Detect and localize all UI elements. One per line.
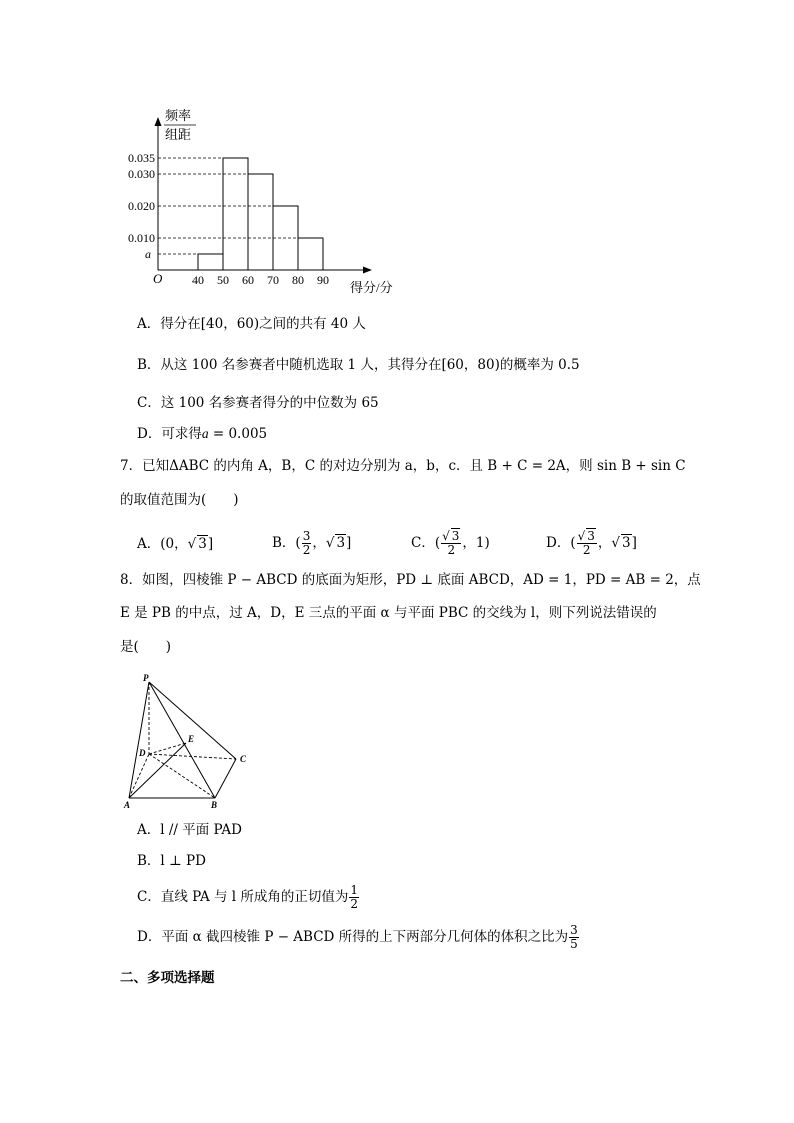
y-tick-label: 0.010 (128, 231, 155, 245)
y-tick-label: 0.020 (128, 199, 155, 213)
x-tick-label: 70 (267, 273, 279, 287)
q8-d-fraction (569, 924, 579, 951)
q7-d-den: 2 (582, 543, 591, 557)
histogram-bar (223, 158, 248, 270)
q7-c-prefix: C．( (411, 535, 441, 551)
histogram-bar (298, 238, 323, 270)
q7-c-num: √ 3 (442, 529, 460, 543)
q7-option-d: D．( $\frac{√ 3}{2}$ ，√ 3] (546, 529, 637, 557)
section-heading-multiple-choice: 二、多项选择题 (120, 970, 215, 986)
vertex-label-C: C (240, 754, 247, 764)
edge-PC (149, 682, 236, 759)
vertex-label-D: D (139, 748, 146, 758)
edge-AD (129, 754, 149, 798)
q7-c-num-sqrt: 3 (451, 529, 460, 543)
q8-d-num: 3 (570, 923, 578, 937)
x-tick-label: 90 (317, 273, 329, 287)
histogram-bar (198, 254, 223, 270)
q8-c-fraction (349, 884, 359, 911)
x-axis-arrow (363, 267, 372, 274)
y-tick-label: 0.035 (128, 151, 155, 165)
q8-stem-line2: E 是 PB 的中点，过 A，D，E 三点的平面 α 与平面 PBC 的交线为 l，则下列说法错误的 (120, 605, 657, 621)
q6-option-c: C．这 100 名参赛者得分的中位数为 65 (137, 395, 379, 411)
edge-BC (215, 759, 236, 798)
q8-stem-line3: 是( ) (120, 639, 172, 655)
y-tick-label-a: a (145, 247, 151, 261)
q7-d-prefix: D．( (546, 535, 576, 551)
histogram-bar (248, 174, 273, 270)
q7-option-c (411, 530, 490, 557)
q8-option-a: A．l // 平面 PAD (137, 822, 242, 838)
x-axis-label: 得分/分 (350, 280, 393, 295)
q7-stem-line2: 的取值范围为( ) (120, 492, 239, 508)
q7-b-fraction (302, 530, 312, 557)
vertex-label-E: E (188, 734, 195, 744)
y-tick-label: 0.030 (128, 167, 155, 181)
q7-d-mid: ， (597, 535, 612, 551)
q7-c-den: 2 (447, 543, 456, 557)
x-tick-label: 60 (242, 273, 254, 287)
q7-c-fraction (441, 530, 461, 557)
segment-DB (149, 754, 215, 798)
vertex-label-B: B (211, 800, 218, 810)
q8-d-text: D．平面 α 截四棱锥 P − ABCD 所得的上下两部分几何体的体积之比为 (137, 929, 569, 945)
q6-option-d-rest: = 0.005 (208, 426, 268, 442)
q7-b-suffix: ] (346, 535, 352, 551)
vertex-label-P: P (143, 673, 149, 683)
y-label-bottom: 组距 (165, 127, 192, 142)
q7-a-sqrt: 3 (198, 536, 207, 552)
q7-d-sqrt: 3 (622, 535, 631, 551)
q6-option-a: A．得分在[40，60)之间的共有 40 人 (137, 316, 366, 332)
x-tick-label: 40 (192, 273, 204, 287)
q7-a-prefix: A．(0， (137, 536, 188, 552)
q6-option-b: B．从这 100 名参赛者中随机选取 1 人，其得分在[60，80)的概率为 0.5 (137, 357, 580, 373)
q7-stem-line1: 7．已知ΔABC 的内角 A，B，C 的对边分别为 a，b，c．且 B + C = 2A，则 sin B + sin C (120, 458, 686, 474)
q7-option-b: B．( $\frac{3}{2}$ ，√ 3] (272, 529, 352, 557)
q7-d-fraction (577, 530, 597, 557)
q8-c-num: 1 (350, 883, 359, 897)
pyramid-figure (118, 672, 253, 812)
q8-stem-line1: 8．如图，四棱锥 P − ABCD 的底面为矩形，PD ⊥ 底面 ABCD，AD = 1，PD = AB = 2，点 (120, 572, 701, 588)
q8-option-b: B．l ⊥ PD (137, 853, 206, 869)
q7-b-num: 3 (302, 529, 311, 543)
q7-b-mid: ， (312, 535, 326, 551)
q8-option-d (137, 924, 580, 951)
y-axis-arrow (155, 117, 162, 126)
q7-a-suffix: ] (207, 536, 214, 552)
x-tick-label: 80 (292, 273, 304, 287)
q7-b-den: 2 (302, 543, 311, 557)
edge-PA (129, 682, 149, 798)
q6-option-d-var: a (201, 426, 209, 441)
q6-option-d (137, 424, 267, 444)
vertex-label-A: A (124, 800, 131, 810)
q7-c-suffix: ，1) (462, 535, 490, 551)
origin-label: O (153, 271, 163, 286)
frequency-histogram (110, 105, 420, 300)
q8-c-den: 2 (350, 897, 359, 911)
q7-b-prefix: B．( (272, 535, 301, 551)
x-tick-label: 50 (217, 273, 229, 287)
q7-b-sqrt: 3 (336, 535, 346, 551)
q7-d-num: √ 3 (577, 529, 595, 543)
edge-PB (149, 682, 215, 798)
q6-option-d-prefix: D．可求得 (137, 426, 202, 442)
q8-c-text: C．直线 PA 与 l 所成角的正切值为 (137, 889, 349, 905)
q7-d-num-sqrt: 3 (587, 529, 595, 543)
q7-d-suffix: ] (631, 535, 637, 551)
q8-d-den: 5 (570, 937, 578, 951)
q8-option-c (137, 884, 360, 911)
q7-option-a: A．(0，√ 3] (137, 536, 214, 552)
y-label-top: 频率 (165, 108, 192, 123)
